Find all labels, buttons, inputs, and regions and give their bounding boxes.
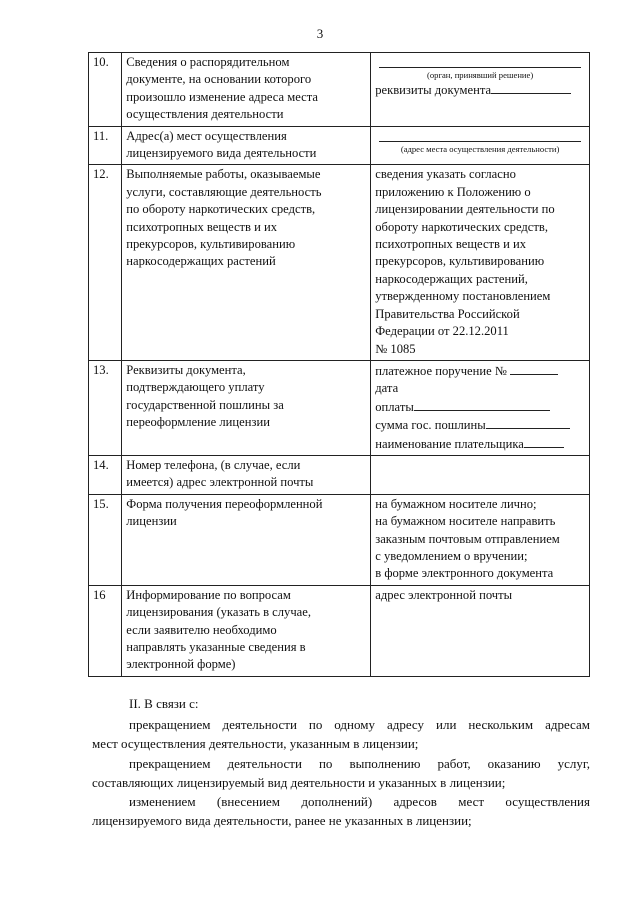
label-line: лицензирования (указать в случае,	[126, 605, 312, 620]
row-value	[371, 360, 590, 455]
caption-address: (адрес места осуществления деятельности)	[400, 143, 560, 154]
label-line: психотропных веществ и их	[126, 219, 278, 234]
label-line: Выполняемые работы, оказываемые	[126, 167, 321, 182]
blank-line-authority[interactable]	[379, 57, 581, 68]
row-value	[371, 585, 590, 676]
value-line: № 1085	[375, 341, 416, 356]
value-text: сумма гос. пошлины	[375, 418, 486, 433]
caption-authority: (орган, принявший решение)	[427, 70, 534, 80]
row-label	[122, 126, 371, 165]
label-line: Информирование по вопросам	[126, 587, 291, 602]
row-label	[122, 585, 371, 676]
value-text: наименование плательщика	[375, 436, 524, 451]
row-number: 12.	[89, 165, 122, 360]
label-line: документе, на основании которого	[126, 72, 312, 87]
page-number: 3	[316, 26, 324, 41]
row-number: 13.	[89, 360, 122, 455]
label-line: направлять указанные сведения в	[126, 640, 306, 654]
value-line	[375, 416, 585, 434]
form-table	[88, 52, 590, 677]
value-line: лицензировании деятельности по	[375, 202, 555, 217]
value-text: оплаты	[375, 399, 414, 414]
value-line	[375, 398, 585, 416]
blank-line-payment-date[interactable]	[414, 398, 550, 411]
label-line: Сведения о распорядительном	[126, 55, 290, 69]
label-line: лицензируемого вида деятельности	[126, 146, 317, 161]
section-paragraph	[92, 754, 590, 773]
section-paragraph	[92, 715, 590, 734]
row-number: 11.	[89, 126, 122, 165]
label-line: Адрес(а) мест осуществления	[126, 128, 287, 143]
value-text: реквизиты документа	[375, 83, 492, 97]
row-number: 16	[89, 585, 122, 676]
table-row-16	[89, 585, 590, 676]
label-line: государственной пошлины за	[126, 397, 284, 412]
blank-line-address[interactable]	[379, 131, 581, 142]
value-line	[375, 435, 585, 453]
label-line: лицензии	[126, 514, 177, 529]
table-row-11	[89, 126, 590, 165]
label-line: имеется) адрес электронной почты	[126, 475, 314, 490]
label-line: услуги, составляющие деятельность	[126, 184, 322, 199]
table-row-10	[89, 53, 590, 127]
row-label	[122, 455, 371, 494]
row-label	[122, 494, 371, 585]
value-line: сведения указать согласно	[375, 167, 516, 182]
row-value-empty[interactable]	[371, 455, 590, 494]
row-label	[122, 53, 371, 127]
paragraph-line: прекращением деятельности по выполнению работ, оказанию услуг,	[129, 755, 590, 771]
value-line: на бумажном носителе лично;	[375, 496, 537, 511]
row-value	[371, 126, 590, 165]
row-value	[371, 494, 590, 585]
label-line: электронной форме)	[126, 657, 236, 672]
section-heading: II. В связи с:	[129, 696, 199, 711]
label-line: Реквизиты документа,	[126, 362, 246, 377]
label-line: прекурсоров, культивированию	[126, 237, 296, 252]
label-line: произошло изменение адреса места	[126, 89, 318, 104]
label-line: если заявителю необходимо	[126, 622, 277, 637]
table-row-15	[89, 494, 590, 585]
blank-line-fee-amount[interactable]	[486, 416, 570, 429]
value-line: Правительства Российской	[375, 306, 520, 321]
row-number: 10.	[89, 53, 122, 127]
paragraph-line: изменением (внесением дополнений) адресов мест осуществления	[129, 794, 590, 810]
value-line: приложению к Положению о	[375, 184, 531, 199]
value-line: Федерации от 22.12.2011	[375, 324, 509, 339]
row-label	[122, 165, 371, 360]
value-line: прекурсоров, культивированию	[375, 254, 545, 269]
row-value	[371, 53, 590, 127]
row-number: 14.	[89, 455, 122, 494]
value-line: с уведомлением о вручении;	[375, 548, 528, 563]
value-line: в форме электронного документа	[375, 566, 554, 581]
label-line: Форма получения переоформленной	[126, 496, 323, 511]
label-line: подтверждающего уплату	[126, 380, 265, 395]
section-paragraph-cont: лицензируемого вида деятельности, ранее не указанных в лицензии;	[92, 813, 472, 829]
value-line: заказным почтовым отправлением	[375, 531, 560, 546]
value-line	[375, 362, 585, 380]
row-label	[122, 360, 371, 455]
value-line: на бумажном носителе направить	[375, 514, 556, 529]
table-row-13	[89, 360, 590, 455]
blank-line-doc-details[interactable]	[491, 81, 571, 94]
blank-line-payer-name[interactable]	[524, 435, 564, 448]
label-line: по обороту наркотических средств,	[126, 202, 316, 217]
section-paragraph	[92, 792, 590, 811]
section-paragraph-cont: мест осуществления деятельности, указанным в лицензии;	[92, 736, 419, 752]
value-line: адрес электронной почты	[375, 587, 513, 602]
paragraph-line: прекращением деятельности по одному адресу или нескольким адресам	[129, 717, 590, 733]
value-line: обороту наркотических средств,	[375, 219, 548, 234]
value-line: наркосодержащих растений,	[375, 271, 528, 286]
section-paragraph-cont: составляющих лицензируемый вид деятельности и указанных в лицензии;	[92, 774, 506, 790]
table-row-14	[89, 455, 590, 494]
value-text: платежное поручение №	[375, 363, 507, 378]
value-line: утвержденному постановлением	[375, 289, 551, 304]
value-line: психотропных веществ и их	[375, 237, 527, 252]
label-line: наркосодержащих растений	[126, 254, 276, 269]
row-value	[371, 165, 590, 360]
value-line: дата	[375, 381, 399, 396]
label-line: переоформление лицензии	[126, 415, 270, 430]
label-line: осуществления деятельности	[126, 107, 284, 122]
row-number: 15.	[89, 494, 122, 585]
blank-line-payment-number[interactable]	[510, 362, 558, 375]
table-row-12	[89, 165, 590, 360]
section-ii	[92, 694, 590, 830]
label-line: Номер телефона, (в случае, если	[126, 457, 301, 472]
value-line	[375, 81, 585, 99]
